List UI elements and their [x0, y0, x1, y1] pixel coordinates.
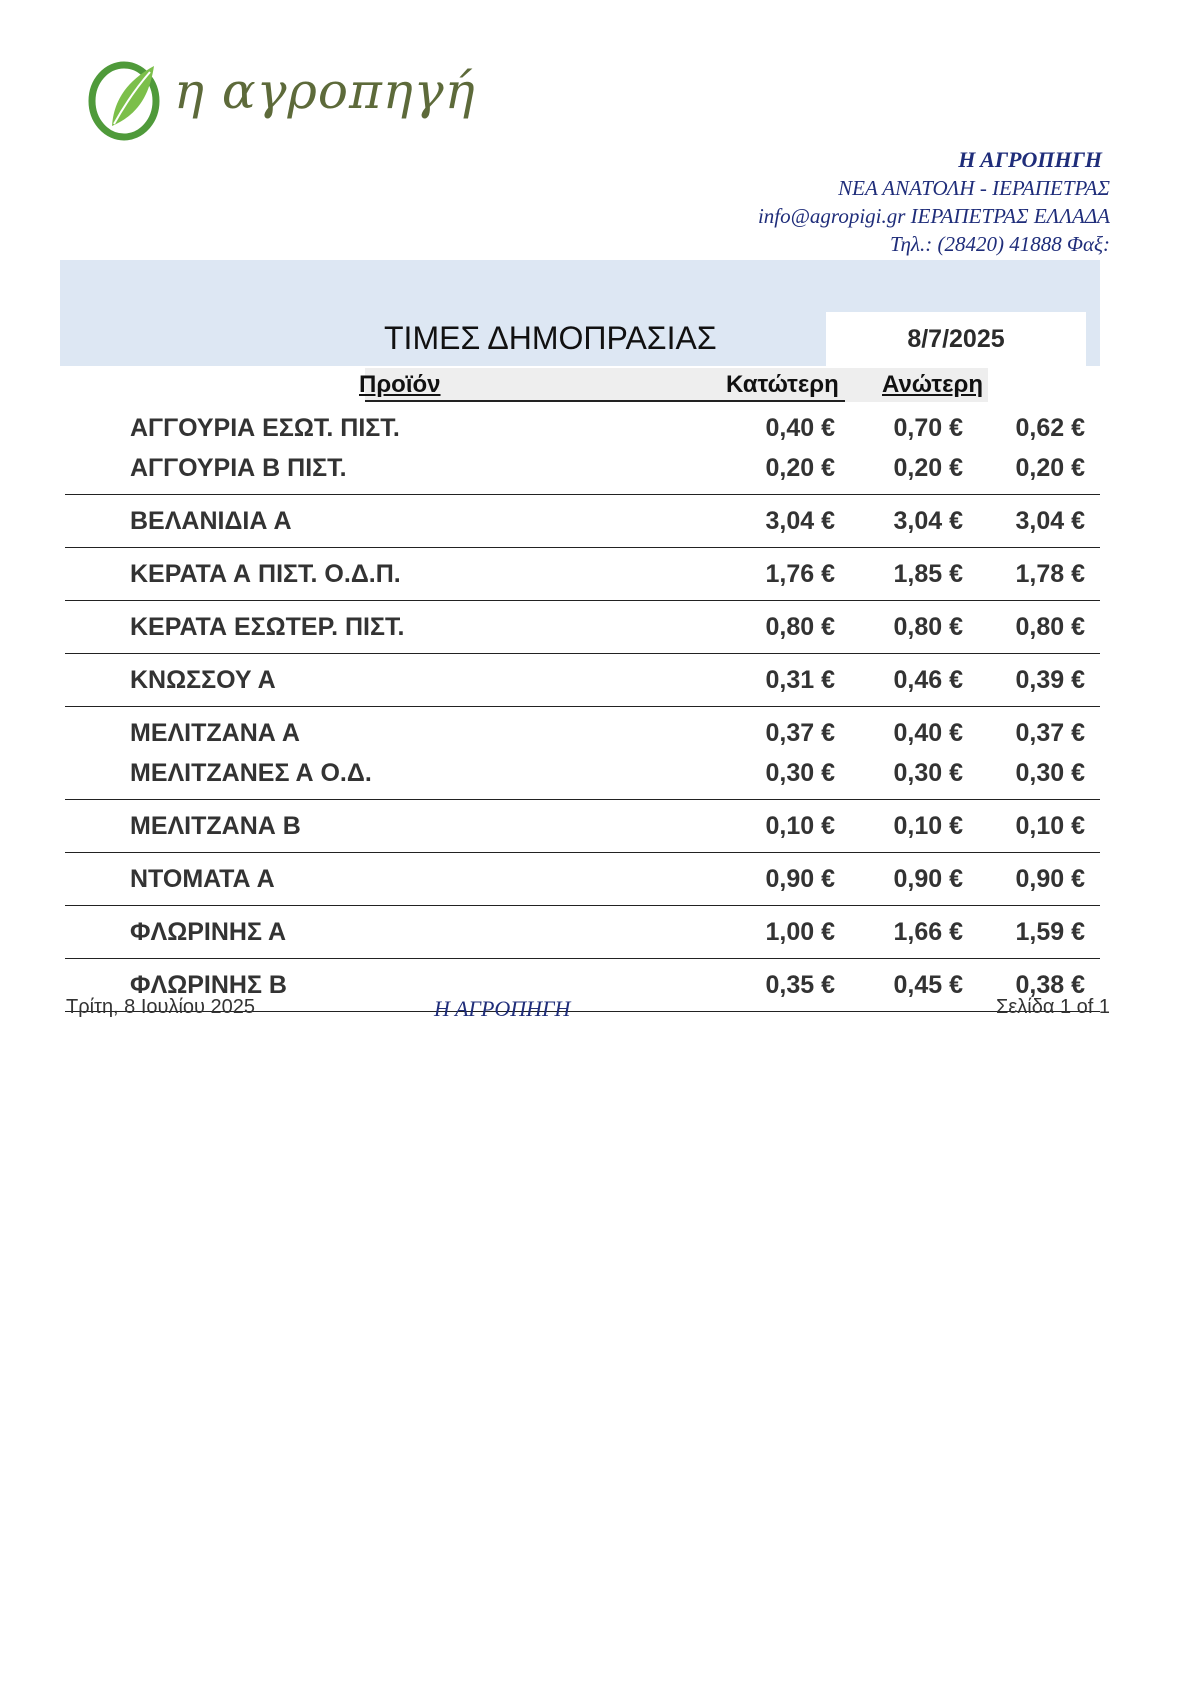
cell-high: 0,10 €: [893, 812, 963, 840]
cell-high: 0,80 €: [893, 613, 963, 641]
cell-product: ΑΓΓΟΥΡΙΑ ΕΣΩΤ. ΠΙΣΤ.: [130, 414, 400, 442]
column-header-low: Κατώτερη: [726, 371, 839, 398]
company-info: [758, 146, 1110, 258]
cell-avg: 0,80 €: [1015, 613, 1085, 641]
cell-low: 0,90 €: [765, 865, 835, 893]
table-group: [65, 800, 1100, 853]
table-group: [65, 654, 1100, 707]
logo-wordmark: η αγροπηγή: [174, 62, 476, 120]
cell-product: ΝΤΟΜΑΤΑ Α: [130, 865, 275, 893]
company-logo: [84, 52, 476, 144]
cell-high: 0,46 €: [893, 666, 963, 694]
cell-high: 3,04 €: [893, 507, 963, 535]
cell-avg: 0,20 €: [1015, 454, 1085, 482]
cell-low: 0,30 €: [765, 759, 835, 787]
cell-low: 0,20 €: [765, 454, 835, 482]
cell-high: 0,70 €: [893, 414, 963, 442]
cell-low: 0,10 €: [765, 812, 835, 840]
table-row: [65, 753, 1100, 793]
cell-high: 1,85 €: [893, 560, 963, 588]
footer-company: Η ΑΓΡΟΠΗΓΗ: [434, 996, 571, 1021]
cell-product: ΚΕΡΑΤΑ ΕΣΩΤΕΡ. ΠΙΣΤ.: [130, 613, 405, 641]
cell-avg: 0,39 €: [1015, 666, 1085, 694]
table-row: [65, 501, 1100, 541]
cell-low: 0,35 €: [765, 971, 835, 999]
cell-avg: 0,10 €: [1015, 812, 1085, 840]
cell-low: 1,76 €: [765, 560, 835, 588]
report-date: 8/7/2025: [826, 312, 1086, 366]
cell-high: 0,20 €: [893, 454, 963, 482]
cell-high: 0,90 €: [893, 865, 963, 893]
company-phone: Τηλ.: (28420) 41888 Φαξ:: [889, 232, 1110, 256]
leaf-circle-logo-icon: [84, 56, 170, 142]
table-row: [65, 448, 1100, 488]
cell-low: 0,31 €: [765, 666, 835, 694]
cell-avg: 3,04 €: [1015, 507, 1085, 535]
cell-low: 0,40 €: [765, 414, 835, 442]
table-group: [65, 853, 1100, 906]
cell-product: ΚΝΩΣΣΟΥ Α: [130, 666, 276, 694]
footer-page-number: Σελίδα 1 of 1: [995, 996, 1110, 1018]
table-group: [65, 906, 1100, 959]
column-header-high: Ανώτερη: [882, 371, 984, 398]
cell-product: ΦΛΩΡΙΝΗΣ Β: [130, 971, 287, 999]
cell-product: ΑΓΓΟΥΡΙΑ Β ΠΙΣΤ.: [130, 454, 347, 482]
table-row: [65, 912, 1100, 952]
cell-low: 3,04 €: [765, 507, 835, 535]
cell-low: 0,80 €: [765, 613, 835, 641]
report-title: ΤΙΜΕΣ ΔΗΜΟΠΡΑΣΙΑΣ: [384, 320, 717, 356]
company-email: info@agropigi.gr ΙΕΡΑΠΕΤΡΑΣ ΕΛΛΑΔΑ: [757, 204, 1110, 228]
table-group: [65, 402, 1100, 495]
table-row: [65, 607, 1100, 647]
cell-low: 1,00 €: [765, 918, 835, 946]
cell-high: 0,40 €: [893, 719, 963, 747]
column-header-product: Προϊόν: [359, 371, 441, 398]
cell-product: ΜΕΛΙΤΖΑΝΑ Α: [130, 719, 300, 747]
cell-avg: 0,37 €: [1015, 719, 1085, 747]
footer-date: Τρίτη, 8 Ιουλίου 2025: [66, 996, 256, 1018]
cell-avg: 0,90 €: [1015, 865, 1085, 893]
company-location: ΝΕΑ ΑΝΑΤΟΛΗ - ΙΕΡΑΠΕΤΡΑΣ: [838, 176, 1110, 200]
table-group: [65, 548, 1100, 601]
cell-product: ΜΕΛΙΤΖΑΝΑ Β: [130, 812, 301, 840]
cell-product: ΜΕΛΙΤΖΑΝΕΣ Α Ο.Δ.: [130, 759, 372, 787]
table-row: [65, 859, 1100, 899]
cell-low: 0,37 €: [765, 719, 835, 747]
company-name: Η ΑΓΡΟΠΗΓΗ: [958, 147, 1102, 172]
table-group: [65, 601, 1100, 654]
cell-product: ΦΛΩΡΙΝΗΣ Α: [130, 918, 287, 946]
table-group: [65, 707, 1100, 800]
cell-avg: 1,78 €: [1015, 560, 1085, 588]
table-row: [65, 660, 1100, 700]
cell-high: 1,66 €: [893, 918, 963, 946]
table-group: [65, 495, 1100, 548]
table-row: [65, 408, 1100, 448]
cell-product: ΚΕΡΑΤΑ Α ΠΙΣΤ. Ο.Δ.Π.: [130, 560, 401, 588]
cell-avg: 0,38 €: [1015, 971, 1085, 999]
cell-product: ΒΕΛΑΝΙΔΙΑ Α: [130, 507, 292, 535]
cell-high: 0,45 €: [893, 971, 963, 999]
price-table: [65, 402, 1100, 1012]
cell-avg: 0,62 €: [1015, 414, 1085, 442]
table-row: [65, 554, 1100, 594]
table-row: [65, 806, 1100, 846]
cell-avg: 0,30 €: [1015, 759, 1085, 787]
cell-high: 0,30 €: [893, 759, 963, 787]
cell-avg: 1,59 €: [1015, 918, 1085, 946]
table-row: [65, 713, 1100, 753]
